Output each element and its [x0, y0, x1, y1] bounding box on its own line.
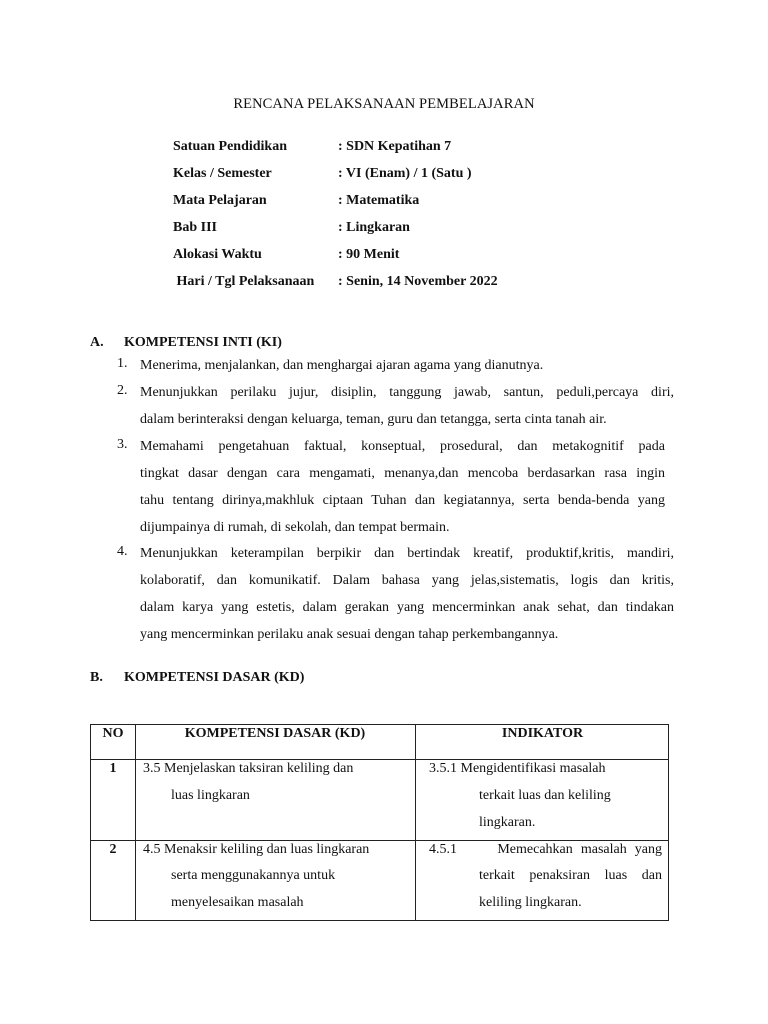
indikator-text: terkait luas dan keliling — [479, 788, 611, 803]
identity-value: : SDN Kepatihan 7 — [338, 139, 452, 154]
ki-item-line: dalam berinteraksi dengan keluarga, teman, guru dan tetangga, serta cinta tanah air. — [140, 412, 607, 427]
kd-text: 4.5 Menaksir keliling dan luas lingkaran — [143, 842, 370, 857]
kd-text: 3.5 Menjelaskan taksiran keliling dan — [143, 761, 354, 776]
table-divider — [135, 725, 136, 920]
identity-label: Mata Pelajaran — [173, 193, 267, 208]
document-title: RENCANA PELAKSANAAN PEMBELAJARAN — [233, 96, 535, 112]
indikator-text: lingkaran. — [479, 815, 536, 830]
ki-item-line: dalam karya yang estetis, dalam gerakan yang mencerminkan anak sehat, dan tindakan — [140, 600, 674, 615]
indikator-text: 3.5.1 Mengidentifikasi masalah — [429, 761, 606, 776]
indikator-text: keliling lingkaran. — [479, 895, 582, 910]
identity-label: Kelas / Semester — [173, 166, 272, 181]
ki-item-number: 2. — [117, 383, 128, 398]
indikator-text: terkait penaksiran luas dan — [479, 868, 662, 883]
ki-item-line: tingkat dasar dengan cara mengamati, menanya,dan mencoba berdasarkan rasa ingin — [140, 466, 665, 481]
kd-table — [90, 724, 669, 921]
table-row-number: 1 — [109, 761, 117, 776]
table-divider — [91, 840, 668, 841]
section-letter: A. — [90, 335, 104, 350]
ki-item-line: Menunjukkan perilaku jujur, disiplin, tanggung jawab, santun, peduli,percaya diri, — [140, 385, 674, 400]
table-divider — [415, 725, 416, 920]
ki-item-line: Menunjukkan keterampilan berpikir dan bertindak kreatif, produktif,kritis, mandiri, — [140, 546, 674, 561]
section-title: KOMPETENSI INTI (KI) — [124, 335, 282, 350]
ki-item-line: kolaboratif, dan komunikatif. Dalam bahasa yang jelas,sistematis, logis dan kritis, — [140, 573, 674, 588]
ki-item-line: dijumpainya di rumah, di sekolah, dan tempat bermain. — [140, 520, 450, 535]
ki-item-line: tahu tentang dirinya,makhluk ciptaan Tuhan dan kegiatannya, serta benda-benda yang — [140, 493, 665, 508]
identity-label: Hari / Tgl Pelaksanaan — [173, 274, 315, 289]
kd-text: menyelesaikan masalah — [171, 895, 304, 910]
table-row-number: 2 — [109, 842, 117, 857]
section-title: KOMPETENSI DASAR (KD) — [124, 670, 305, 685]
kd-text: luas lingkaran — [171, 788, 250, 803]
ki-item-number: 1. — [117, 356, 128, 371]
ki-item-line: Memahami pengetahuan faktual, konseptual, prosedural, dan metakognitif pada — [140, 439, 665, 454]
identity-value: : Matematika — [338, 193, 420, 208]
kd-text: serta menggunakannya untuk — [171, 868, 336, 883]
table-divider — [91, 759, 668, 760]
section-b-heading — [90, 670, 304, 686]
section-a-heading — [90, 335, 282, 351]
ki-item-line: Menerima, menjalankan, dan menghargai ajaran agama yang dianutnya. — [140, 358, 544, 373]
identity-label: Bab III — [173, 220, 217, 235]
table-header-kd: KOMPETENSI DASAR (KD) — [184, 726, 366, 741]
ki-item-number: 3. — [117, 437, 128, 452]
identity-value: : 90 Menit — [338, 247, 400, 262]
identity-label: Alokasi Waktu — [173, 247, 262, 262]
identity-label: Satuan Pendidikan — [173, 139, 287, 154]
table-header-no: NO — [102, 726, 124, 741]
indikator-text: 4.5.1 Memecahkan masalah yang — [429, 842, 662, 857]
identity-value: : Lingkaran — [338, 220, 410, 235]
section-letter: B. — [90, 670, 103, 685]
ki-item-number: 4. — [117, 544, 128, 559]
ki-item-line: yang mencerminkan perilaku anak sesuai dengan tahap perkembangannya. — [140, 627, 559, 642]
table-header-indikator: INDIKATOR — [501, 726, 584, 741]
identity-value: : Senin, 14 November 2022 — [338, 274, 498, 289]
identity-value: : VI (Enam) / 1 (Satu ) — [338, 166, 472, 181]
